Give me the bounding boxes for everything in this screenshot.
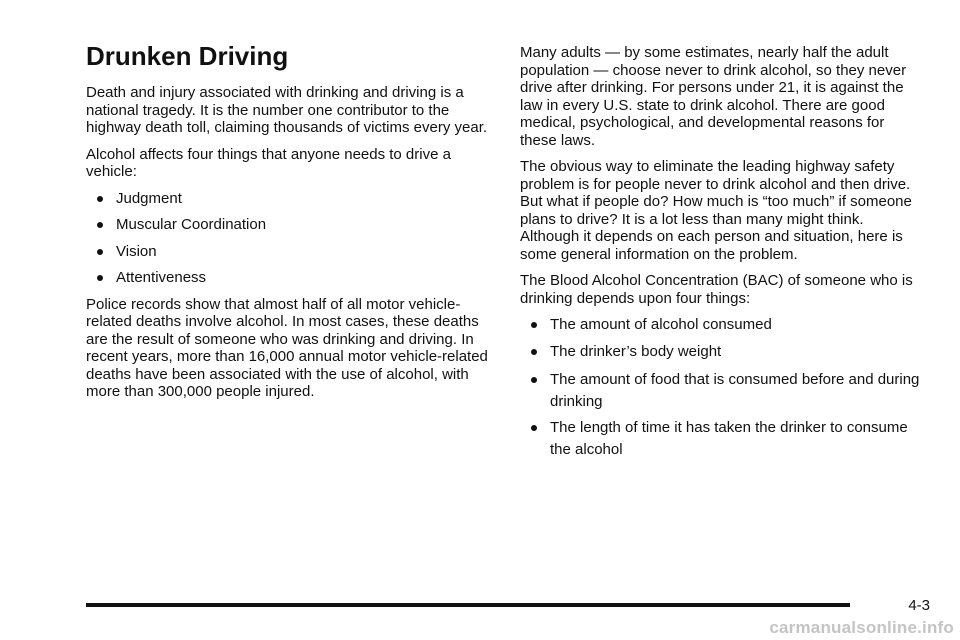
paragraph: The obvious way to eliminate the leading highway safety problem is for people never to drink alcohol and then drive. But what if people do? How much is “too much” if someone plans to drive? It is a lot less than many might think. Although it depends on each person and situation, here is some general information on the problem. (520, 158, 912, 263)
footer-rule (86, 603, 850, 607)
paragraph: Many adults — by some estimates, nearly half the adult population — choose never to drink alcohol, so they never drive after drinking. For persons under 21, it is against the law in every U.S. state to drink alcohol. There are good medical, psychological, and developmental reasons for these laws. (520, 44, 907, 149)
list-item (86, 216, 491, 234)
list-item-text: The length of time it has taken the drinker to consume the alcohol (550, 419, 908, 458)
paragraph: The Blood Alcohol Concentration (BAC) of someone who is drinking depends upon four things: (520, 272, 913, 307)
list-item-text: Muscular Coordination (116, 216, 267, 233)
list-item-text: The amount of alcohol consumed (550, 316, 772, 333)
list-item (520, 316, 925, 334)
watermark: carmanualsonline.info (769, 618, 954, 637)
bullet-icon (97, 275, 103, 281)
right-column (520, 44, 925, 470)
list-item (86, 190, 491, 208)
page-title: Drunken Driving (86, 41, 289, 71)
list-item-text: Attentiveness (116, 269, 207, 286)
left-column (86, 40, 491, 410)
bullet-list (86, 190, 491, 287)
paragraph: Alcohol affects four things that anyone needs to drive a vehicle: (86, 145, 451, 180)
paragraph: Death and injury associated with drinking and driving is a national tragedy. It is the number one contributor to the highway death toll, claiming thousands of victims every year. (86, 84, 488, 136)
list-item-text: The amount of food that is consumed before and during drinking (550, 371, 920, 410)
bullet-icon (97, 196, 103, 202)
bullet-icon (531, 349, 537, 355)
list-item-text: The drinker’s body weight (550, 342, 722, 360)
bullet-icon (97, 249, 103, 255)
bullet-icon (97, 222, 103, 228)
list-item-text: Vision (116, 242, 157, 260)
bullet-list (520, 316, 925, 461)
list-item (520, 343, 925, 361)
page-number: 4-3 (908, 597, 930, 614)
paragraph: Police records show that almost half of all motor vehicle-related deaths involve alcohol. In most cases, these deaths are the result of someone who was drinking and driving. In recent years, more than 16,000 annual motor vehicle-related deaths have been associated with the use of alcohol, with more than 300,000 people injured. (86, 295, 488, 400)
bullet-icon (531, 377, 537, 383)
list-item (520, 369, 925, 413)
bullet-icon (531, 425, 537, 431)
list-item (520, 417, 925, 461)
bullet-icon (531, 322, 537, 328)
list-item (86, 243, 491, 261)
list-item-text: Judgment (116, 189, 182, 207)
list-item (86, 269, 491, 287)
